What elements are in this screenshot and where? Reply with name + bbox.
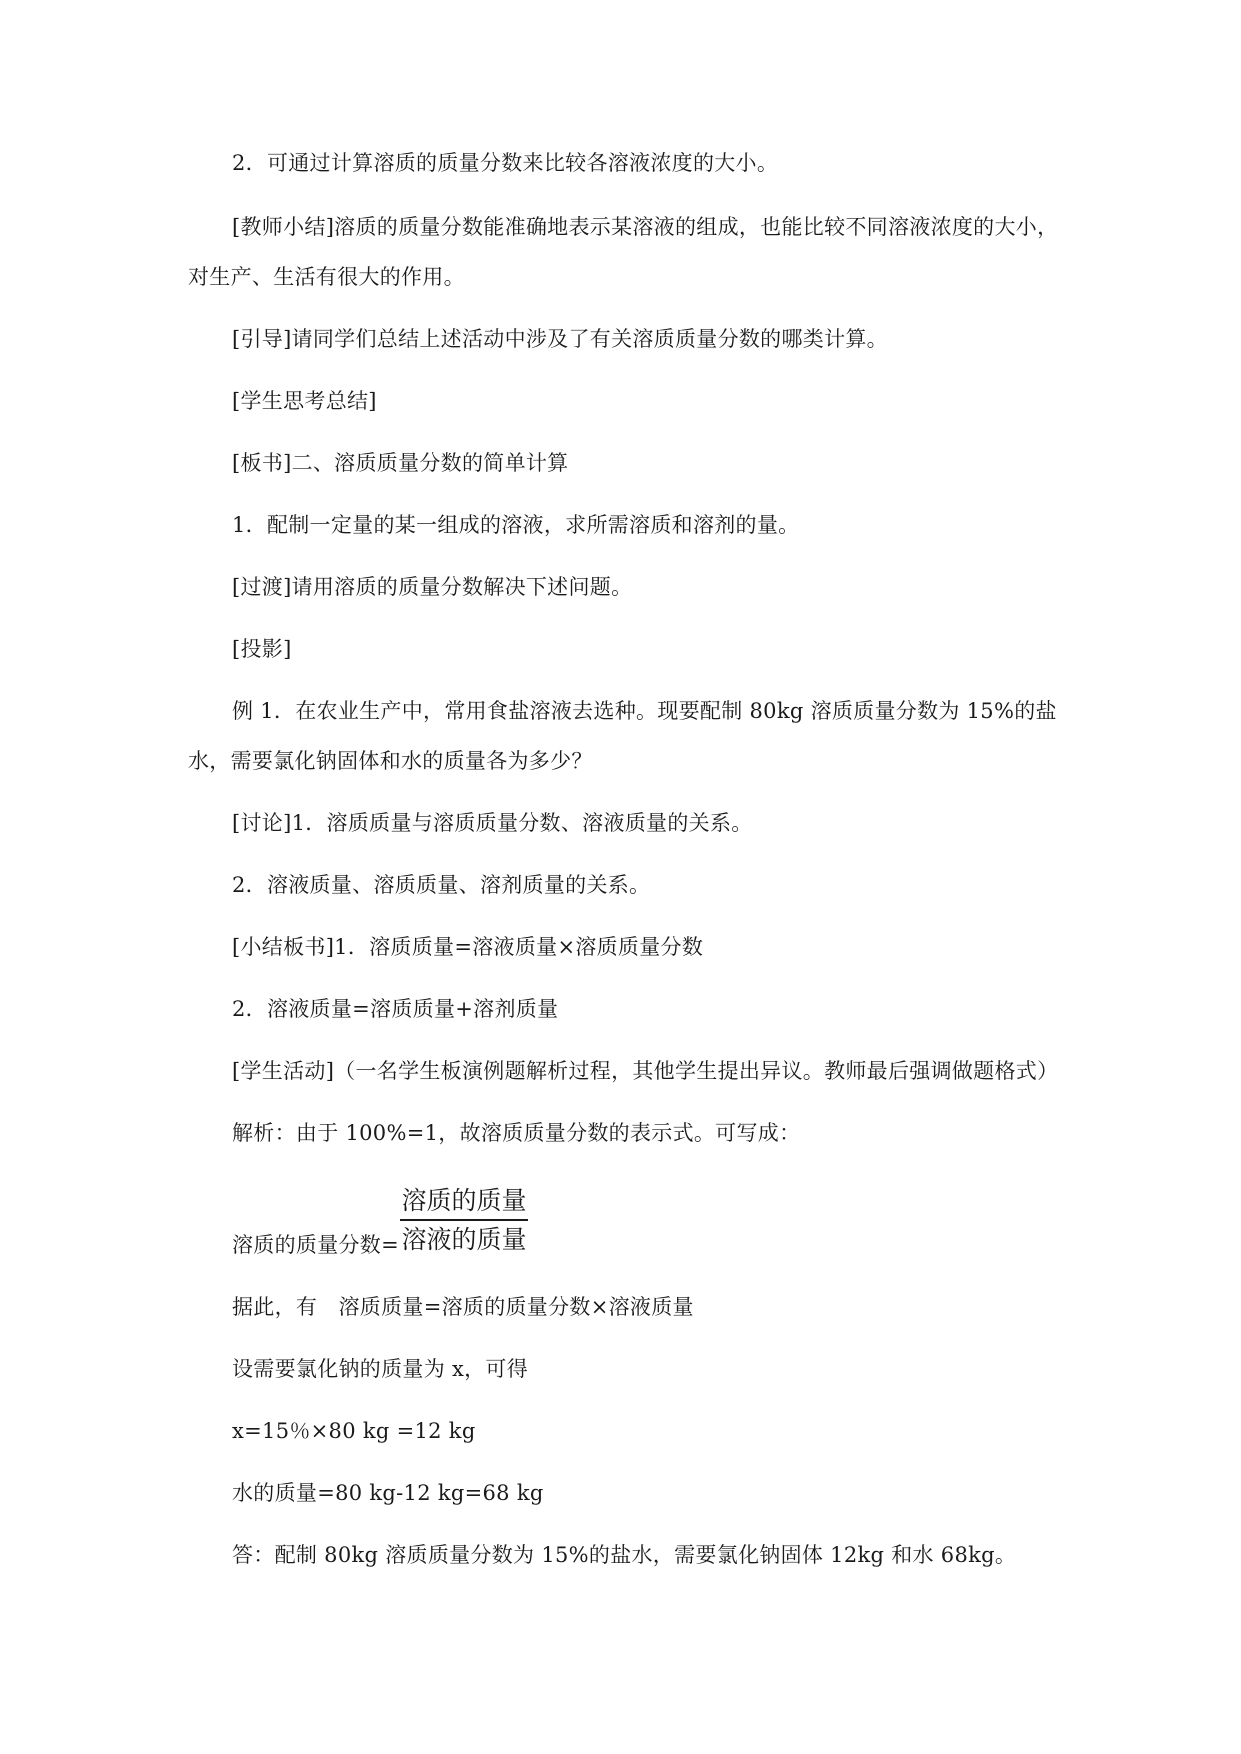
paragraph-answer: 答：配制 80kg 溶质质量分数为 15%的盐水，需要氯化钠固体 12kg 和水 68kg。 bbox=[232, 1543, 1017, 1567]
paragraph-1: 2．可通过计算溶质的质量分数来比较各溶液浓度的大小。 bbox=[232, 151, 779, 175]
paragraph-student-thinking: [学生思考总结] bbox=[232, 389, 377, 413]
paragraph-student-activity: [学生活动]（一名学生板演例题解析过程，其他学生提出异议。教师最后强调做题格式） bbox=[232, 1059, 1059, 1083]
paragraph-analysis: 解析：由于 100%=1，故溶质质量分数的表示式。可写成： bbox=[232, 1121, 801, 1145]
paragraph-discussion: [讨论]1．溶质质量与溶质质量分数、溶液质量的关系。 bbox=[232, 811, 753, 835]
paragraph-item-1: 1．配制一定量的某一组成的溶液，求所需溶质和溶剂的量。 bbox=[232, 513, 800, 537]
fraction-bar bbox=[400, 1219, 528, 1221]
paragraph-teacher-summary-cont: 对生产、生活有很大的作用。 bbox=[188, 265, 465, 289]
paragraph-board-heading: [板书]二、溶质质量分数的简单计算 bbox=[232, 451, 569, 475]
paragraph-example-1: 例 1．在农业生产中，常用食盐溶液去选种。现要配制 80kg 溶质质量分数为 15%的盐 bbox=[232, 699, 1057, 723]
formula-fraction bbox=[400, 1186, 528, 1255]
paragraph-teacher-summary: [教师小结]溶质的质量分数能准确地表示某溶液的组成，也能比较不同溶液浓度的大小， bbox=[232, 215, 1059, 239]
paragraph-calc-x: x=15％×80 kg =12 kg bbox=[232, 1419, 476, 1443]
paragraph-guide: [引导]请同学们总结上述活动中涉及了有关溶质质量分数的哪类计算。 bbox=[232, 327, 888, 351]
formula-denominator: 溶液的质量 bbox=[401, 1225, 527, 1254]
paragraph-transition: [过渡]请用溶质的质量分数解决下述问题。 bbox=[232, 575, 633, 599]
paragraph-projection: [投影] bbox=[232, 637, 292, 661]
paragraph-derivation: 据此，有 溶质质量=溶质的质量分数×溶液质量 bbox=[232, 1295, 694, 1319]
formula-label: 溶质的质量分数= bbox=[232, 1233, 399, 1257]
paragraph-example-1-cont: 水，需要氯化钠固体和水的质量各为多少？ bbox=[188, 749, 593, 773]
formula-numerator: 溶质的质量 bbox=[401, 1186, 527, 1215]
paragraph-summary-board: [小结板书]1．溶质质量=溶液质量×溶质质量分数 bbox=[232, 935, 704, 959]
paragraph-discussion-2: 2．溶液质量、溶质质量、溶剂质量的关系。 bbox=[232, 873, 651, 897]
paragraph-calc-water: 水的质量=80 kg-12 kg=68 kg bbox=[232, 1481, 544, 1505]
paragraph-assume: 设需要氯化钠的质量为 x，可得 bbox=[232, 1357, 529, 1381]
paragraph-summary-board-2: 2．溶液质量=溶质质量+溶剂质量 bbox=[232, 997, 559, 1021]
